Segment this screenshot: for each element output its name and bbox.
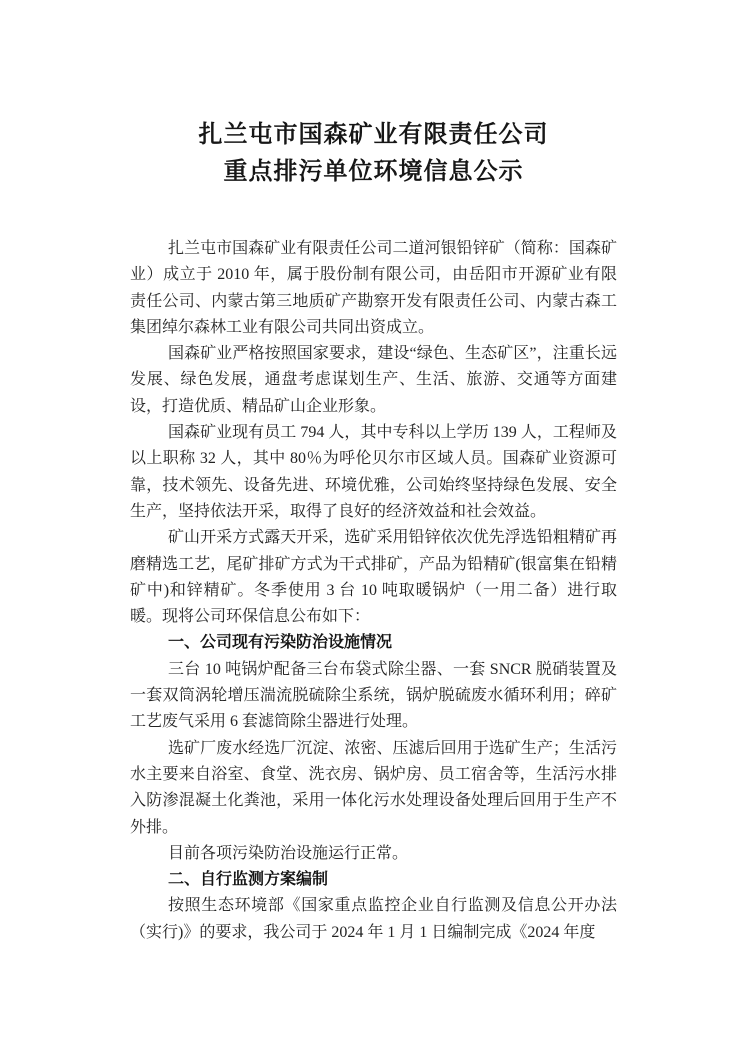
section-heading-pollution-control-facilities: 一、公司现有污染防治设施情况 (168, 634, 393, 652)
paragraph-wastewater-treatment: 选矿厂废水经选厂沉淀、浓密、压滤后回用于选矿生产；生活污水主要来自浴室、食堂、洗衣房、锅炉房、员工宿舍等，生活污水排入防渗混凝土化粪池，采用一体化污水处理设备处理后回用于生产不外排。 (130, 739, 617, 836)
title-line-1: 扎兰屯市国森矿业有限责任公司 (198, 121, 549, 148)
paragraph-mining-method: 矿山开采方式露天开采，选矿采用铅锌依次优先浮选铅粗精矿再磨精选工艺，尾矿排矿方式为干式排矿，产品为铅精矿(银富集在铅精矿中)和锌精矿。冬季使用 3 台 10 吨取暖锅炉（一用二备）进行取暖。现将公司环保信息公布如下： (130, 529, 617, 626)
document-title (130, 116, 617, 190)
paragraph-facilities-status: 目前各项污染防治设施运行正常。 (168, 844, 409, 862)
paragraph-green-mine-policy: 国森矿业严格按照国家要求，建设“绿色、生态矿区”，注重长远发展、绿色发展，通盘考虑谋划生产、生活、旅游、交通等方面建设，打造优质、精品矿山企业形象。 (130, 345, 617, 415)
paragraph-company-founding: 扎兰屯市国森矿业有限责任公司二道河银铅锌矿（简称：国森矿业）成立于 2010 年，属于股份制有限公司，由岳阳市开源矿业有限责任公司、内蒙古第三地质矿产勘察开发有限责任公司、内蒙古森工集团绰尔森林工业有限公司共同出资成立。 (130, 240, 617, 336)
paragraph-boiler-dedusting: 三台 10 吨锅炉配备三台布袋式除尘器、一套 SNCR 脱硝装置及一套双筒涡轮增压湍流脱硫除尘系统，锅炉脱硫废水循环利用；碎矿工艺废气采用 6 套滤筒除尘器进行处理。 (130, 660, 617, 731)
paragraph-monitoring-plan-compilation: 按照生态环境部《国家重点监控企业自行监测及信息公开办法（实行)》的要求，我公司于 2024 年 1 月 1 日编制完成《2024 年度 (130, 897, 617, 941)
section-heading-self-monitoring-plan: 二、自行监测方案编制 (168, 871, 329, 889)
paragraph-staff-and-resources: 国森矿业现有员工 794 人，其中专科以上学历 139 人，工程师及以上职称 32 人，其中 80％为呼伦贝尔市区域人员。国森矿业资源可靠，技术领先、设备先进、环境优雅，公司始终坚持绿色发展、安全生产，坚持依法开采，取得了良好的经济效益和社会效益。 (130, 424, 617, 520)
title-line-2: 重点排污单位环境信息公示 (223, 158, 524, 185)
